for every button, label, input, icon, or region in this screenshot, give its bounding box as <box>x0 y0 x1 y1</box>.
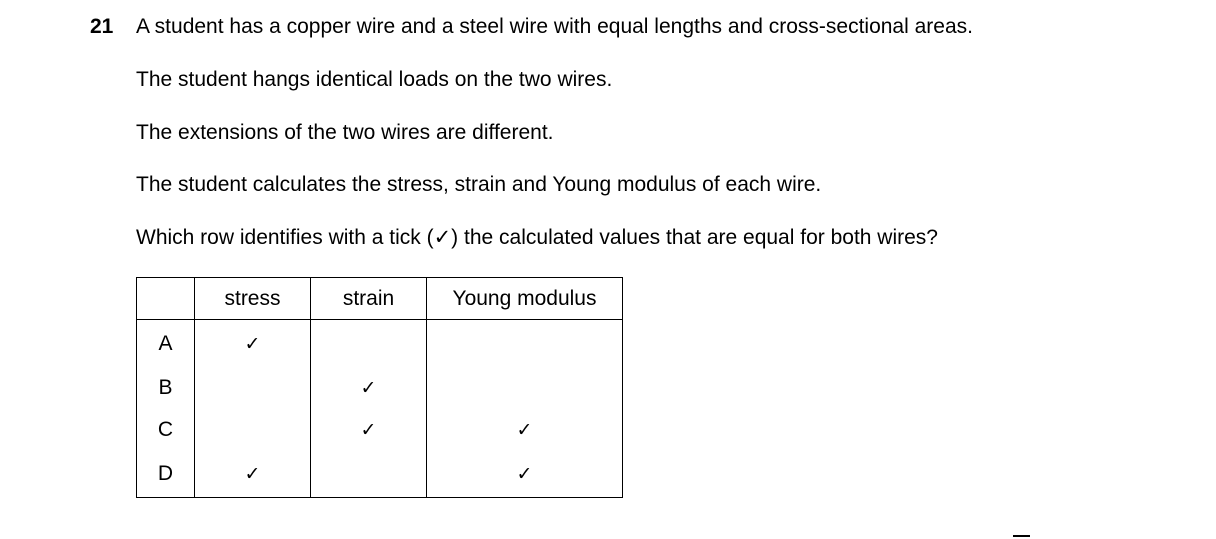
young-modulus-cell <box>427 320 623 368</box>
strain-cell <box>311 451 427 498</box>
question-number: 21 <box>90 15 114 38</box>
stress-cell <box>195 367 311 409</box>
question-prompt: Which row identifies with a tick (✓) the calculated values that are equal for both wires? <box>136 226 938 249</box>
strain-cell <box>311 320 427 368</box>
question-line-2: The student hangs identical loads on the two wires. <box>136 68 613 91</box>
young-modulus-cell <box>427 367 623 409</box>
table-header-row <box>137 278 623 320</box>
strain-cell: ✓ <box>311 367 427 409</box>
header-blank <box>137 278 195 320</box>
page-edge-mark <box>1013 535 1030 537</box>
stress-cell: ✓ <box>195 451 311 498</box>
table-row <box>137 409 623 451</box>
table-row <box>137 320 623 368</box>
answer-table <box>136 277 623 498</box>
young-modulus-cell: ✓ <box>427 409 623 451</box>
stress-cell: ✓ <box>195 320 311 368</box>
question-line-4: The student calculates the stress, strain and Young modulus of each wire. <box>136 173 822 196</box>
header-young-modulus: Young modulus <box>427 278 623 320</box>
young-modulus-cell: ✓ <box>427 451 623 498</box>
row-label: A <box>137 320 195 368</box>
table-row <box>137 367 623 409</box>
question-line-3: The extensions of the two wires are different. <box>136 121 554 144</box>
table-row <box>137 451 623 498</box>
row-label: C <box>137 409 195 451</box>
header-strain: strain <box>311 278 427 320</box>
stress-cell <box>195 409 311 451</box>
row-label: B <box>137 367 195 409</box>
row-label: D <box>137 451 195 498</box>
header-stress: stress <box>195 278 311 320</box>
question-line-1: A student has a copper wire and a steel wire with equal lengths and cross-sectional areas. <box>136 15 973 38</box>
strain-cell: ✓ <box>311 409 427 451</box>
